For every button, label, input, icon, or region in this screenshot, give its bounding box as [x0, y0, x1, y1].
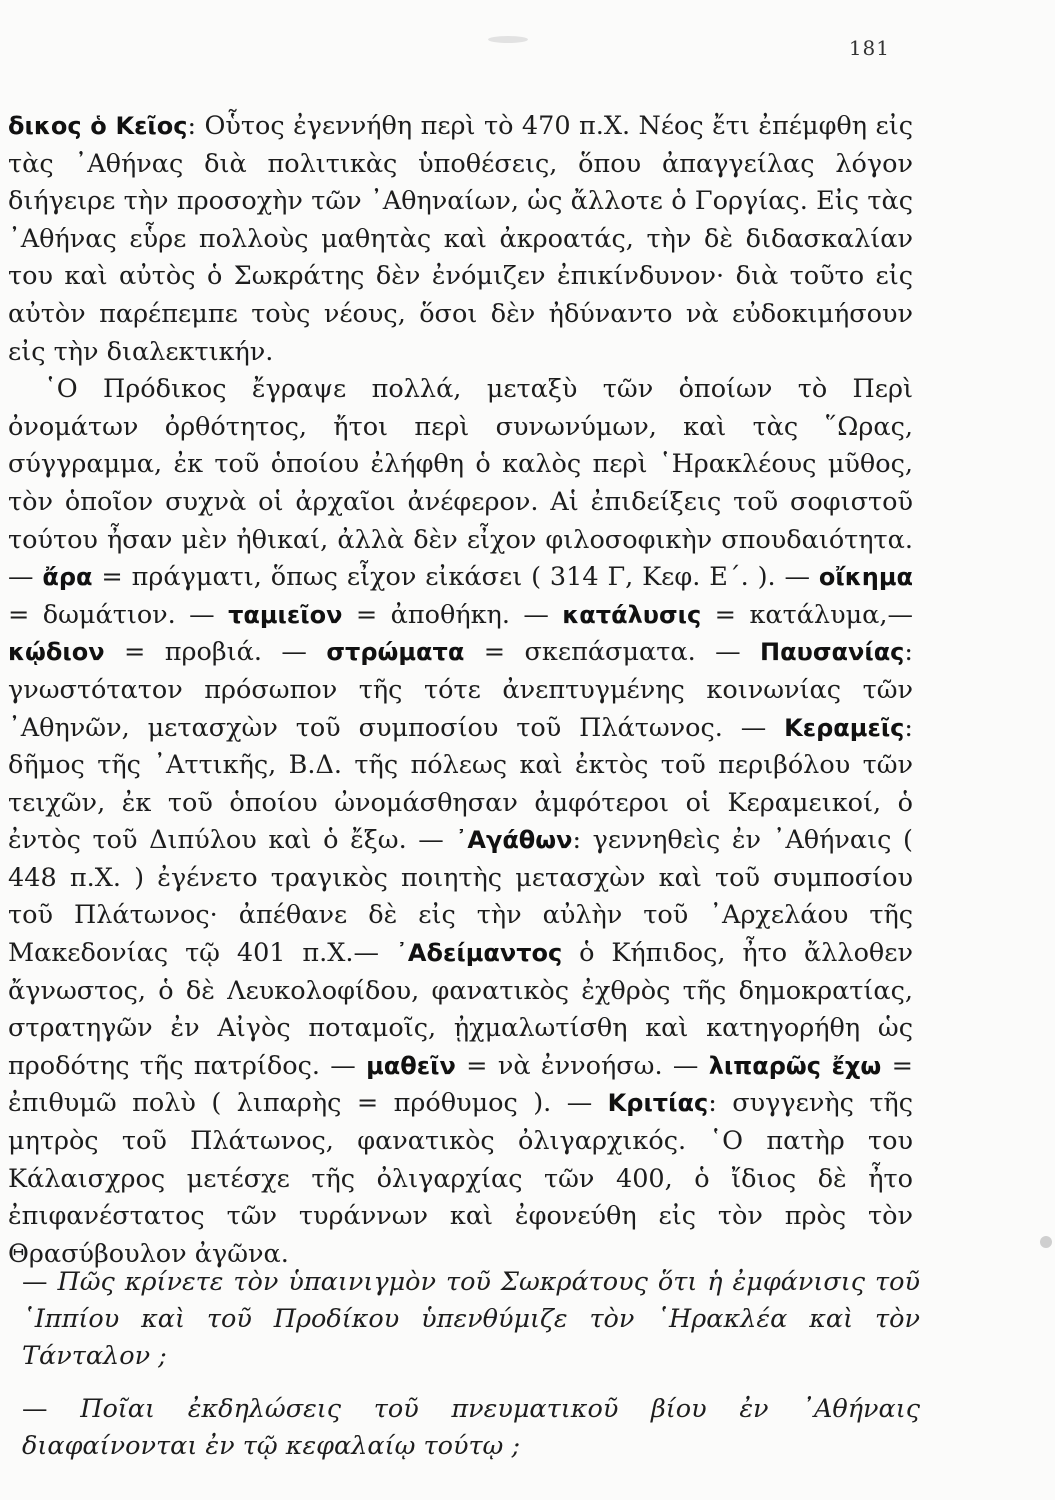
body-text-run: = ἐπιθυμῶ πολὺ ( λιπαρὴς = πρόθυμος ). —	[8, 1050, 913, 1119]
body-text-run: : γεννηθεὶς ἐν ᾽Αθήναις ( 448 π.Χ. ) ἐγένετο τραγικὸς ποιητὴς μετασχὼν καὶ τοῦ συμποσίου τοῦ Πλάτωνος· ἀπέθανε δὲ εἰς τὴν αὐλὴν τοῦ ᾽Αρχελάου τῆς Μακεδονίας τῷ 401 π.Χ.—	[8, 825, 913, 969]
paragraph-prodikos-bio	[8, 108, 913, 371]
study-questions	[0, 1264, 920, 1481]
body-text-run: = προβιά. —	[104, 637, 327, 668]
page-number: 181	[848, 36, 890, 60]
body-text-run: = σκεπάσματα. —	[464, 637, 761, 668]
body-text-run: = νὰ ἐννοήσω. —	[455, 1050, 709, 1081]
glossary-term: Παυσανίας	[760, 638, 905, 667]
print-smudge	[1040, 1236, 1052, 1248]
commentary-body	[0, 108, 913, 1273]
body-text-run: = ἀποθήκη. —	[342, 599, 563, 630]
paragraph-glossary	[8, 371, 913, 1273]
question-item	[22, 1264, 920, 1375]
glossary-term: ᾽Αδείμαντος	[395, 939, 563, 968]
glossary-term: ὁ Κεῖος	[90, 112, 188, 140]
question-text: Ποῖαι ἐκδηλώσεις τοῦ πνευματικοῦ βίου ἐν ᾽Αθήναις διαφαίνονται ἐν τῷ κεφαλαίῳ τούτῳ ;	[22, 1394, 920, 1461]
glossary-term: ἄρα	[42, 563, 93, 592]
glossary-term: στρώματα	[326, 638, 465, 667]
print-smudge	[488, 36, 528, 43]
question-dash: —	[22, 1394, 81, 1424]
glossary-term: κατάλυσις	[562, 600, 702, 629]
glossary-term: ταμιεῖον	[228, 600, 343, 629]
body-text-run: ὁ Κήπιδος, ἦτο ἄλλοθεν ἄγνωστος, ὁ δὲ Λευκολοφίδου, φανατικὸς ἐχθρὸς τῆς δημοκρατίας, στρατηγῶν ἐν Αἰγὸς ποταμοῖς, ᾐχμαλωτίσθη καὶ κατηγορήθη ὡς προδότης τῆς πατρίδος. —	[8, 938, 913, 1081]
glossary-term: Κριτίας	[607, 1089, 709, 1118]
glossary-term: οἴκημα	[818, 563, 914, 592]
glossary-term: κῴδιον	[8, 638, 105, 667]
body-text-run: : γνωστότατον πρόσωπον τῆς τότε ἀνεπτυγμένης κοινωνίας τῶν ᾽Αθηνῶν, μετασχὼν τοῦ συμποσίου τοῦ Πλάτωνος. —	[8, 637, 913, 743]
glossary-term: λιπαρῶς ἔχω	[708, 1051, 882, 1080]
glossary-term: δικος	[8, 112, 91, 140]
question-text: Πῶς κρίνετε τὸν ὑπαινιγμὸν τοῦ Σωκράτους ὅτι ἡ ἐμφάνισις τοῦ ῾Ιππίου καὶ τοῦ Προδίκου ὑπενθύμιζε τὸν ῾Ηρακλέα καὶ τὸν Τάνταλον ;	[22, 1267, 921, 1371]
body-text-run: : συγγενὴς τῆς μητρὸς τοῦ Πλάτωνος, φανατικὸς ὀλιγαρχικός. ῾Ο πατὴρ του Κάλαισχρος μετέσχε τῆς ὀλιγαρχίας τῶν 400, ὁ ἴδιος δὲ ἦτο ἐπιφανέστατος τῶν τυράννων καὶ ἐφονεύθη εἰς τὸν πρὸς τὸν Θρασύβουλον ἀγῶνα.	[8, 1088, 913, 1269]
body-text-run: = κατάλυμα,—	[701, 599, 913, 630]
body-text-run: : δῆμος τῆς ᾽Αττικῆς, Β.Δ. τῆς πόλεως καὶ ἐκτὸς τοῦ περιβόλου τῶν τειχῶν, ἐκ τοῦ ὁποίου ὠνομάσθησαν ἀμφότεροι οἱ Κεραμεικοί, ὁ ἐντὸς τοῦ Διπύλου καὶ ὁ ἔξω. —	[8, 712, 913, 856]
glossary-term: μαθεῖν	[366, 1051, 456, 1080]
body-text-run: : Οὗτος ἐγεννήθη περὶ τὸ 470 π.Χ. Νέος ἔτι ἐπέμφθη εἰς τὰς ᾽Αθήνας διὰ πολιτικὰς ὑποθέσεις, ὅπου ἀπαγγείλας λόγον διήγειρε τὴν προσοχὴν τῶν ᾽Αθηναίων, ὡς ἄλλοτε ὁ Γοργίας. Εἰς τὰς ᾽Αθήνας εὗρε πολλοὺς μαθητὰς καὶ ἀκροατάς, τὴν δὲ διδασκαλίαν του καὶ αὐτὸς ὁ Σωκράτης δὲν ἐνόμιζεν ἐπικίνδυνον· διὰ τοῦτο εἰς αὐτὸν παρέπεμπε τοὺς νέους, ὅσοι δὲν ἠδύναντο νὰ εὐδοκιμήσουν εἰς τὴν διαλεκτικήν.	[8, 111, 913, 367]
question-dash: —	[22, 1267, 58, 1297]
glossary-term: ᾽Αγάθων	[455, 826, 573, 855]
body-text-run: = δωμάτιον. —	[8, 599, 229, 630]
question-item	[22, 1391, 920, 1465]
glossary-term: Κεραμεῖς	[784, 713, 905, 742]
body-text-run: ῾Ο Πρόδικος ἔγραψε πολλά, μεταξὺ τῶν ὁποίων τὸ Περὶ ὀνομάτων ὀρθότητος, ἤτοι περὶ συνωνύμων, καὶ τὰς ῞Ωρας, σύγγραμμα, ἐκ τοῦ ὁποίου ἐλήφθη ὁ καλὸς περὶ ῾Ηρακλέους μῦθος, τὸν ὁποῖον συχνὰ οἱ ἀρχαῖοι ἀνέφερον. Αἱ ἐπιδείξεις τοῦ σοφιστοῦ τούτου ἦσαν μὲν ἠθικαί, ἀλλὰ δὲν εἶχον φιλοσοφικὴν σπουδαιότητα. —	[8, 374, 913, 593]
body-text-run: = πράγματι, ὅπως εἶχον εἰκάσει ( 314 Γ, Κεφ. Ε΄. ). —	[92, 562, 819, 593]
